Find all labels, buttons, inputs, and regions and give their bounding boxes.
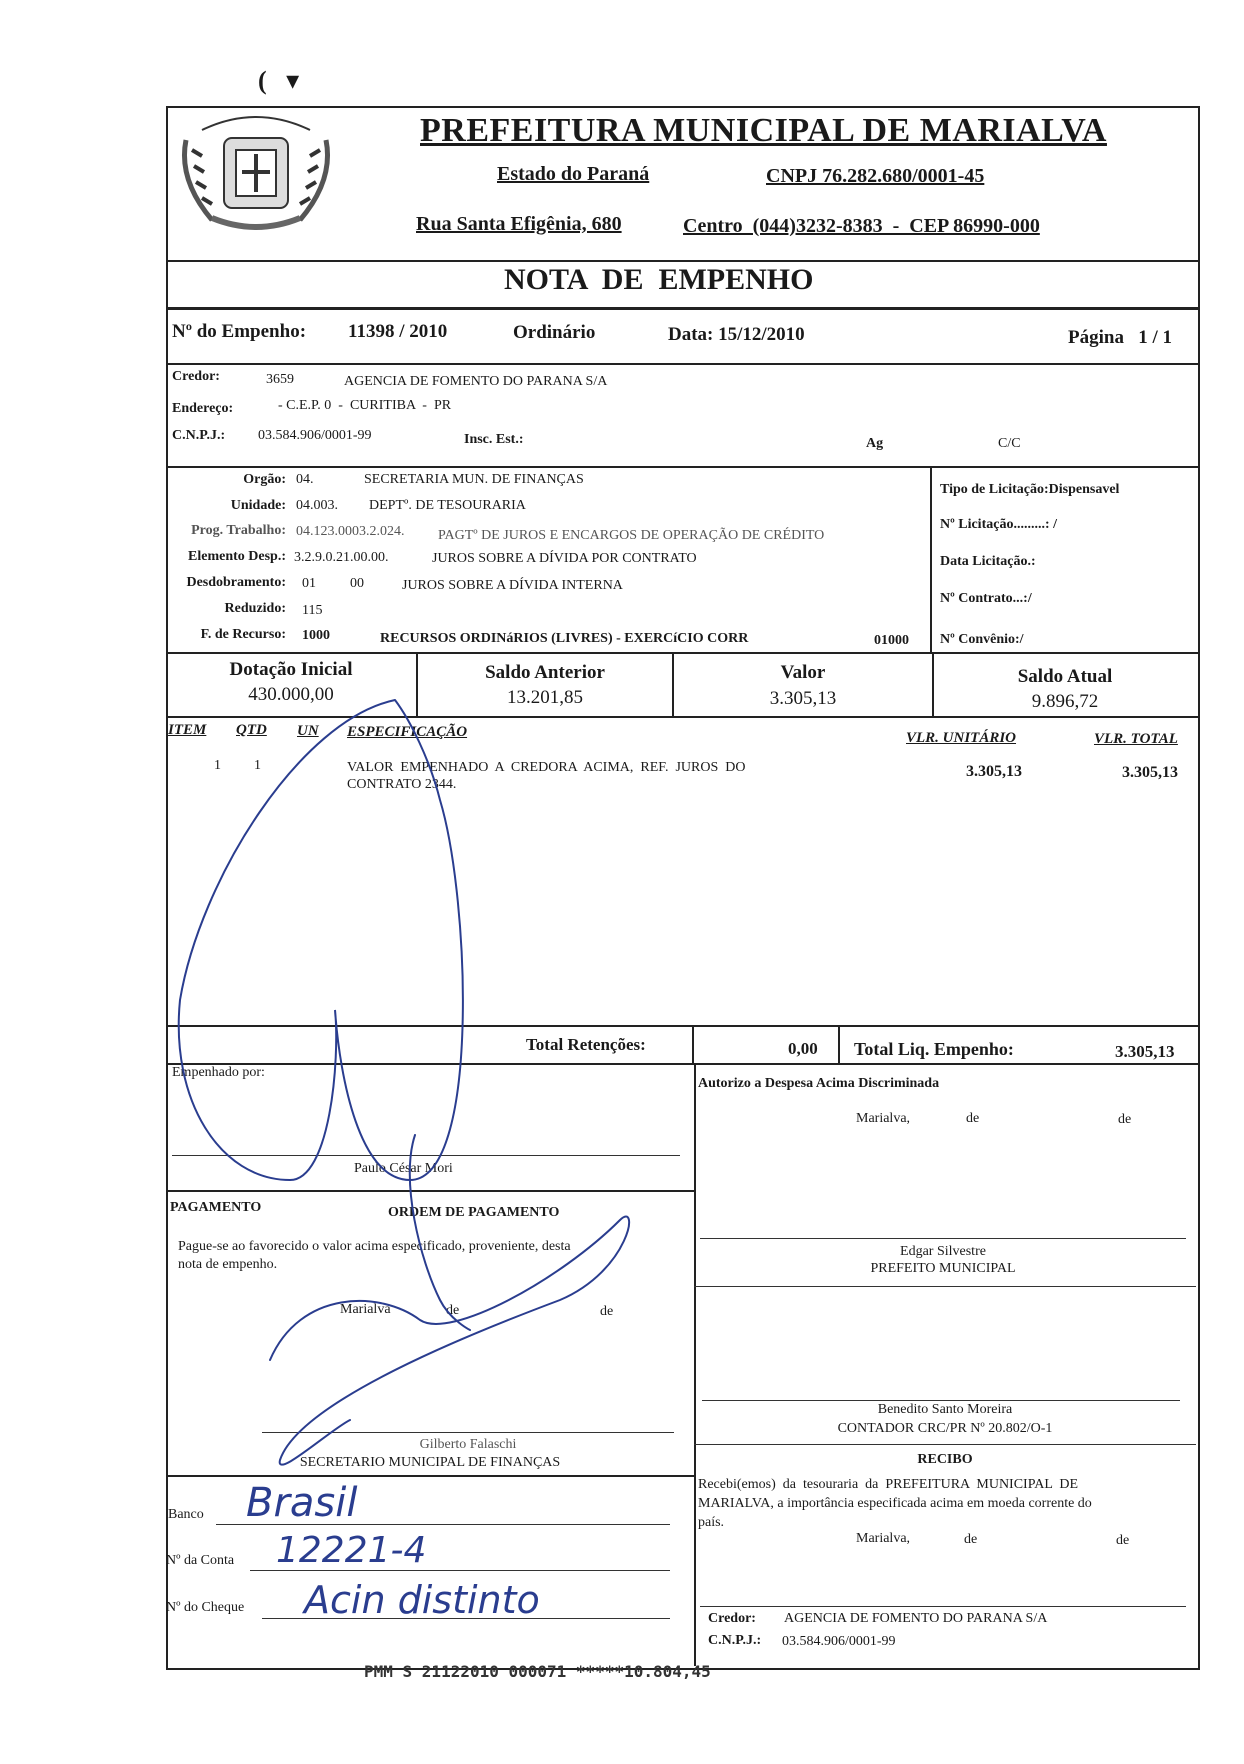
cnpj-label: CNPJ 76.282.680/0001-45 [766,165,985,187]
recibo-title: RECIBO [917,1452,973,1467]
recibo-line1: Recebi(emos) da tesouraria da PREFEITURA MUNICIPAL DE [698,1477,1079,1492]
liq-label: Total Liq. Empenho: [854,1039,1014,1059]
col-qtd: QTD [236,722,267,738]
desdobr-name: JUROS SOBRE A DÍVIDA INTERNA [402,578,623,593]
autorizo-city: Marialva, [856,1111,911,1126]
reduzido-label: Reduzido: [224,601,286,616]
empenho-label: Nº do Empenho: [172,321,307,342]
row-spec-line2: CONTRATO 2344. [347,777,457,792]
prefeito-name: Edgar Silvestre [900,1244,986,1259]
secretario-role: SECRETARIO MUNICIPAL DE FINANÇAS [299,1455,561,1470]
pagamento-de1: de [446,1303,460,1318]
credor-label: Credor: [172,369,220,384]
recibo-cnpj: 03.584.906/0001-99 [782,1634,896,1649]
retencoes-label: Total Retenções: [526,1035,646,1054]
recibo-de2: de [1116,1533,1130,1548]
recibo-line2: MARIALVA, a importância especificada acima em moeda corrente do [698,1496,1092,1511]
prefeito-role: PREFEITO MUNICIPAL [870,1261,1016,1276]
recurso-label: F. de Recurso: [200,627,286,642]
row-unit: 3.305,13 [966,763,1022,780]
credor-code: 3659 [266,372,294,387]
row-item: 1 [214,758,221,773]
recibo-de1: de [964,1532,978,1547]
licitacao-contrato: Nº Contrato...:/ [940,591,1032,606]
endereco-value: - C.E.P. 0 - CURITIBA - PR [278,398,452,413]
contador-role: CONTADOR CRC/PR Nº 20.802/O-1 [837,1421,1053,1436]
empenho-number: 11398 / 2010 [348,321,448,342]
autorizo-de2: de [1118,1112,1132,1127]
empenhado-label: Empenhado por: [172,1065,265,1080]
pagamento-title: PAGAMENTO [170,1200,262,1215]
autorizo-title: Autorizo a Despesa Acima Discriminada [698,1076,940,1091]
conta-handwritten: 12221-4 [276,1530,427,1571]
pagamento-de2: de [600,1304,614,1319]
stamp-code: PMM S 21122010 000071 *****10.804,45 [364,1662,711,1681]
dotacao-label: Dotação Inicial [229,659,353,680]
cnpj-credor-label: C.N.P.J.: [172,428,226,443]
prog-label: Prog. Trabalho: [191,523,286,538]
reduzido-value: 115 [302,603,323,618]
credor-name: AGENCIA DE FOMENTO DO PARANA S/A [344,374,608,389]
pagamento-city: Marialva [340,1302,391,1317]
cc-label: C/C [998,436,1021,451]
retencoes-value: 0,00 [788,1039,818,1058]
cheque-label: Nº do Cheque [166,1600,245,1615]
page-title: PREFEITURA MUNICIPAL DE MARIALVA [420,112,1107,149]
recibo-cnpj-label: C.N.P.J.: [708,1633,762,1648]
col-unit: VLR. UNITÁRIO [906,730,1017,746]
prog-name: PAGTº DE JUROS E ENCARGOS DE OPERAÇÃO DE CRÉDITO [438,528,825,543]
elemento-code: 3.2.9.0.21.00.00. [294,550,389,565]
orgao-label: Orgão: [243,472,286,487]
liq-value: 3.305,13 [1115,1042,1175,1061]
licitacao-numero: Nº Licitação.........: / [940,517,1057,532]
saldo-atual-label: Saldo Atual [1017,666,1113,687]
saldo-anterior-value: 13.201,85 [507,687,583,708]
recibo-credor-name: AGENCIA DE FOMENTO DO PARANA S/A [784,1611,1048,1626]
empenho-type: Ordinário [513,322,596,343]
insc-label: Insc. Est.: [464,432,524,447]
contact-label: Centro (044)3232-8383 - CEP 86990-000 [683,215,1040,237]
cnpj-credor-value: 03.584.906/0001-99 [258,428,372,443]
col-un: UN [297,723,319,739]
ordem-title: ORDEM DE PAGAMENTO [388,1205,560,1220]
orgao-name: SECRETARIA MUN. DE FINANÇAS [364,472,584,487]
recibo-line3: país. [698,1515,725,1530]
saldo-atual-value: 9.896,72 [1031,691,1099,712]
cheque-handwritten: Acin distinto [304,1578,540,1622]
licitacao-convenio: Nº Convênio:/ [940,632,1024,647]
coat-of-arms-icon [172,110,340,238]
unidade-name: DEPTº. DE TESOURARIA [369,498,526,513]
banco-handwritten: Brasil [246,1480,358,1526]
page-indicator: Página 1 / 1 [1068,327,1172,348]
pagamento-text-2: nota de empenho. [178,1257,278,1272]
autorizo-de1: de [966,1111,980,1126]
recurso-code2: 01000 [874,633,909,648]
desdobr-code2: 00 [350,576,364,591]
conta-label: Nº da Conta [166,1553,235,1568]
orgao-code: 04. [296,472,314,487]
recibo-city: Marialva, [856,1531,911,1546]
doc-title: NOTA DE EMPENHO [504,263,814,296]
col-item: ITEM [168,722,207,738]
address-label: Rua Santa Efigênia, 680 [416,213,622,235]
saldo-anterior-label: Saldo Anterior [485,662,605,683]
banco-label: Banco [168,1507,204,1522]
row-spec-line1: VALOR EMPENHADO A CREDORA ACIMA, REF. JUROS DO [347,760,746,775]
empenho-date: Data: 15/12/2010 [668,324,805,345]
unidade-label: Unidade: [230,498,286,513]
elemento-name: JUROS SOBRE A DÍVIDA POR CONTRATO [432,551,697,566]
row-qtd: 1 [254,758,261,773]
prog-code: 04.123.0003.2.024. [296,524,405,539]
col-total: VLR. TOTAL [1094,731,1178,747]
valor-value: 3.305,13 [769,688,837,709]
desdobr-code1: 01 [302,576,316,591]
desdobr-label: Desdobramento: [186,575,286,590]
contador-name: Benedito Santo Moreira [877,1402,1013,1417]
licitacao-data: Data Licitação.: [940,554,1036,569]
scan-mark: ( ▾ [258,66,300,95]
endereco-label: Endereço: [172,401,234,416]
licitacao-tipo: Tipo de Licitação:Dispensavel [940,482,1120,497]
state-label: Estado do Paraná [497,163,650,185]
elemento-label: Elemento Desp.: [188,549,286,564]
col-espec: ESPECIFICAÇÃO [347,724,468,740]
dotacao-value: 430.000,00 [248,684,334,705]
recibo-credor-label: Credor: [708,1611,756,1626]
empenhado-name: Paulo César Mori [354,1161,453,1176]
recurso-code: 1000 [302,628,330,643]
ag-label: Ag [866,436,884,451]
row-total: 3.305,13 [1122,764,1178,781]
unidade-code: 04.003. [296,498,338,513]
secretario-name: Gilberto Falaschi [419,1437,517,1452]
pagamento-text-1: Pague-se ao favorecido o valor acima especificado, proveniente, desta [178,1239,571,1254]
recurso-name: RECURSOS ORDINáRIOS (LIVRES) - EXERCíCIO CORR [380,631,749,646]
valor-label: Valor [780,662,826,683]
